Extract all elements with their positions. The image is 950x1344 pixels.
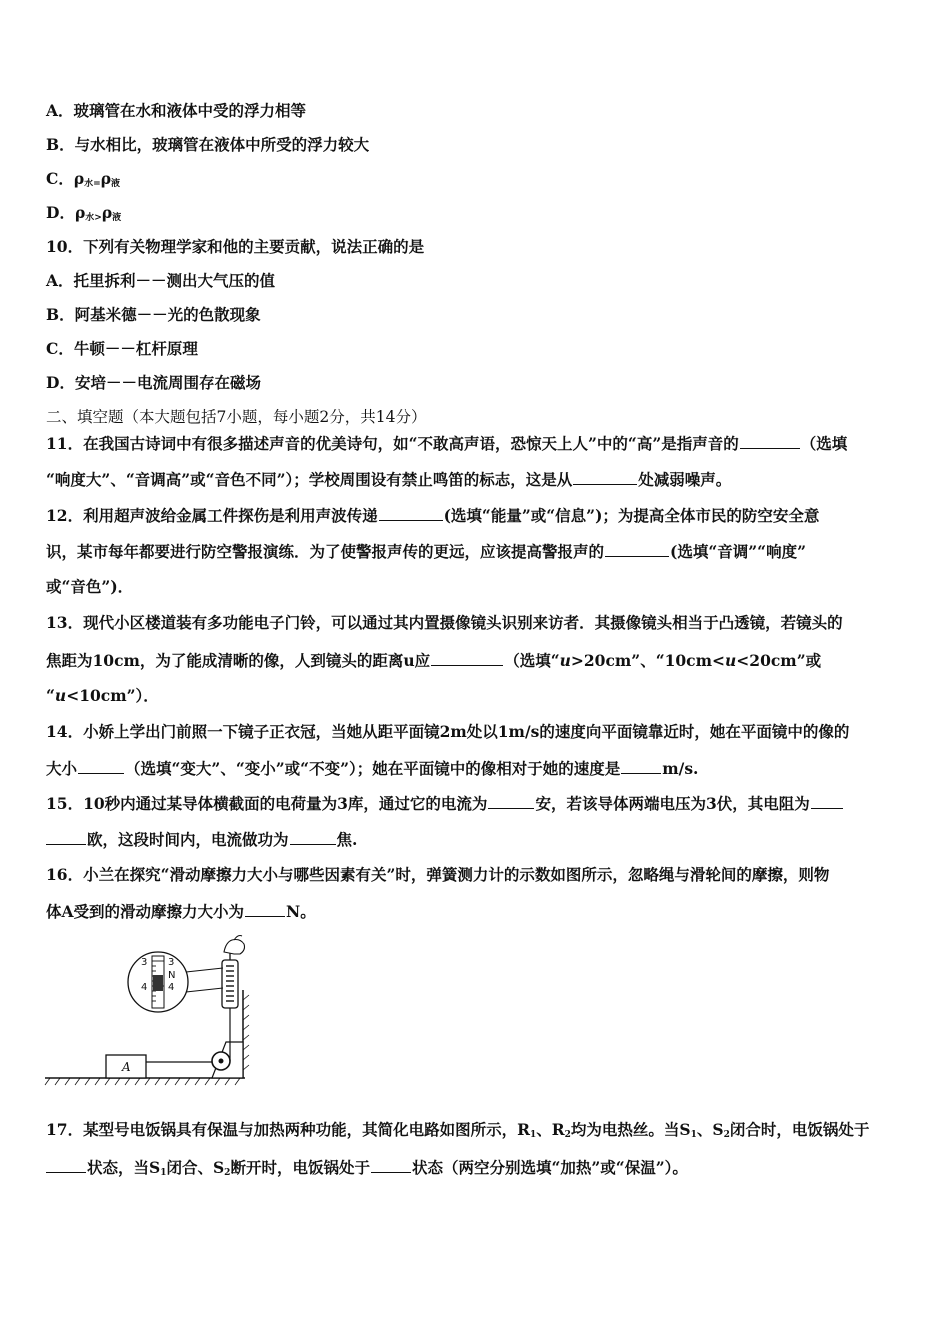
dial-label-left-bottom: 4 (141, 982, 148, 993)
answer-blank[interactable] (290, 829, 336, 845)
operator: = (93, 179, 101, 189)
q14-text: m/s. (662, 759, 699, 778)
q16-text: N。 (286, 902, 316, 921)
q11-text: “响度大”、“音调高”或“音色不同”）；学校周围设有禁止鸣笛的标志，这是从 (46, 470, 573, 489)
q13-text: <10cm”）． (66, 686, 159, 705)
rho-symbol: ρ (101, 203, 113, 222)
q13-line-1: 13．现代小区楼道装有多功能电子门铃，可以通过其内置摄像镜头识别来访者．其摄像镜头相当于凸透镜，若镜头的 (46, 613, 843, 632)
q13-line-3 (46, 686, 159, 706)
callout-line (186, 968, 223, 972)
q14-line-1: 14．小娇上学出门前照一下镜子正衣冠，当她从距平面镜2m处以1m/s的速度向平面镜靠近时，她在平面镜中的像的 (46, 722, 850, 741)
variable-u: u (725, 651, 737, 670)
q15-line-1 (46, 793, 844, 814)
q17-text: 状态（两空分别选填“加热”或“保温”）。 (411, 1158, 688, 1177)
variable-u: u (559, 651, 571, 670)
q13-line-2 (46, 650, 821, 671)
block-a-label: A (122, 1060, 131, 1074)
q9-option-d (46, 203, 121, 228)
q13-text: <20cm”或 (736, 651, 822, 670)
q10-stem: 10．下列有关物理学家和他的主要贡献，说法正确的是 (46, 237, 425, 256)
rho-symbol: ρ (74, 203, 86, 222)
q17-text: 状态，当S (87, 1158, 161, 1177)
dial-label-right-bottom: 4 (168, 982, 175, 993)
subscript: 2 (564, 1130, 571, 1140)
option-label: C． (46, 169, 74, 188)
q15-text: 欧，这段时间内，电流做功为 (87, 830, 289, 849)
q15-text: 15．10秒内通过某导体横截面的电荷量为3库，通过它的电流为 (46, 794, 488, 813)
q13-text: 焦距为10cm，为了能成清晰的像，人到镜头的距离u应 (46, 651, 431, 670)
q12-text: (选填“能量”或“信息”)；为提高全体市民的防空安全意 (443, 506, 820, 525)
q17-line-2 (46, 1157, 688, 1183)
q11-line-2 (46, 469, 731, 490)
q12-text: (选填“音调”“响度” (670, 542, 807, 561)
q11-text: 处减弱噪声。 (638, 470, 732, 489)
q16-line-1: 16．小兰在探究“滑动摩擦力大小与哪些因素有关”时，弹簧测力计的示数如图所示，忽略绳与滑轮间的摩擦，则物 (46, 865, 830, 884)
q12-line-2 (46, 541, 806, 562)
q10-option-c: C．牛顿－－杠杆原理 (46, 339, 198, 358)
answer-blank[interactable] (573, 469, 637, 485)
answer-blank[interactable] (621, 758, 661, 774)
q13-text: >20cm”、“10cm< (570, 651, 726, 670)
q13-text: “ (46, 686, 55, 705)
hand-icon (224, 940, 245, 955)
q11-line-1 (46, 433, 847, 454)
q9-option-c (46, 169, 120, 194)
friction-experiment-figure (40, 930, 260, 1090)
answer-blank[interactable] (811, 793, 843, 809)
q10-option-a: A．托里拆利－－测出大气压的值 (46, 271, 276, 290)
answer-blank[interactable] (245, 901, 285, 917)
q17-text: 闭合时，电饭锅处于 (729, 1120, 870, 1139)
q14-text: 大小 (46, 759, 78, 778)
answer-blank[interactable] (46, 1157, 86, 1173)
section-heading: 二、填空题（本大题包括7小题，每小题2分，共14分） (46, 408, 427, 426)
q16-text: 体A受到的滑动摩擦力大小为 (46, 902, 245, 921)
answer-blank[interactable] (371, 1157, 411, 1173)
subscript-liquid: 液 (111, 179, 121, 189)
q12-text: 12．利用超声波给金属工件探伤是利用声波传递 (46, 506, 378, 525)
q17-text: 17．某型号电饭锅具有保温与加热两种功能，其简化电路如图所示，R (46, 1120, 530, 1139)
operator: > (94, 213, 102, 223)
pulley-axle (219, 1059, 224, 1064)
subscript: 1 (160, 1168, 167, 1178)
q9-option-b: B．与水相比，玻璃管在液体中所受的浮力较大 (46, 135, 370, 154)
dial-unit: N (168, 970, 176, 981)
q12-line-1 (46, 505, 819, 526)
q10-option-d: D．安培－－电流周围存在磁场 (46, 373, 261, 392)
answer-blank[interactable] (488, 793, 534, 809)
q12-text: 识，某市每年都要进行防空警报演练．为了使警报声传的更远，应该提高警报声的 (46, 542, 605, 561)
subscript: 1 (690, 1130, 697, 1140)
q15-line-2 (46, 829, 357, 850)
subscript: 2 (723, 1130, 730, 1140)
q17-text: 、R (536, 1120, 565, 1139)
answer-blank[interactable] (431, 650, 503, 666)
subscript: 2 (224, 1168, 231, 1178)
q15-text: 安，若该导体两端电压为3伏，其电阻为 (535, 794, 810, 813)
q16-line-2 (46, 901, 316, 922)
q15-text: 焦. (336, 830, 358, 849)
dial-label-right-top: 3 (168, 957, 175, 968)
answer-blank[interactable] (605, 541, 669, 557)
answer-blank[interactable] (78, 758, 124, 774)
q17-text: 均为电热丝。当S (570, 1120, 691, 1139)
q11-text: 11．在我国古诗词中有很多描述声音的优美诗句，如“不敢高声语，恐惊天上人”中的“高”是指声音的 (46, 434, 739, 453)
q12-line-3: 或“音色”)． (46, 577, 134, 596)
variable-u: u (54, 686, 67, 705)
answer-blank[interactable] (46, 829, 86, 845)
rho-symbol: ρ (100, 169, 112, 188)
subscript-water: 水 (84, 179, 94, 189)
q17-text: 、S (696, 1120, 724, 1139)
dial-pointer (153, 975, 163, 991)
q14-text: （选填“变大”、“变小”或“不变”）；她在平面镜中的像相对于她的速度是 (125, 759, 621, 778)
subscript-water: 水 (85, 213, 95, 223)
q10-option-b: B．阿基米德－－光的色散现象 (46, 305, 261, 324)
option-label: D． (46, 203, 75, 222)
subscript-liquid: 液 (112, 213, 122, 223)
q17-line-1 (46, 1120, 869, 1145)
subscript: 1 (529, 1130, 537, 1140)
q13-text: （选填“ (504, 651, 560, 670)
q11-text: （选填 (800, 434, 848, 453)
wall-hatching (243, 995, 249, 1070)
dial-label-left-top: 3 (141, 957, 148, 968)
rho-symbol: ρ (73, 169, 85, 188)
answer-blank[interactable] (379, 505, 443, 521)
q17-text: 闭合、S (166, 1158, 225, 1177)
q9-option-a: A．玻璃管在水和液体中受的浮力相等 (46, 101, 307, 120)
q17-text: 断开时，电饭锅处于 (230, 1158, 370, 1177)
q14-line-2 (46, 758, 698, 779)
callout-line (186, 988, 223, 992)
ground-hatching (45, 1078, 240, 1085)
answer-blank[interactable] (740, 433, 800, 449)
